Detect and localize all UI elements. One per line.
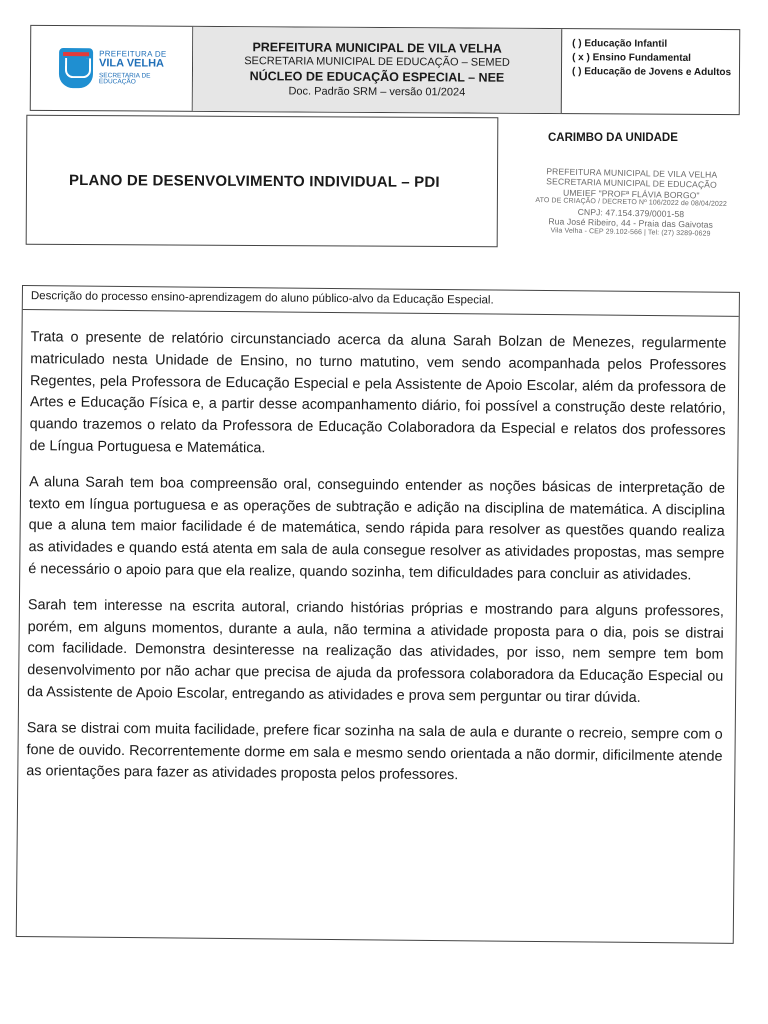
logo-line-4: EDUCAÇÃO <box>98 78 136 86</box>
header-institution <box>193 27 563 113</box>
stamp-line: Vila Velha - CEP 29.102-566 | Tel: (27) 3289-0629 <box>550 227 711 238</box>
education-level-options <box>562 29 740 114</box>
report-paragraph: Trata o presente de relatório circunstanciado acerca da aluna Sarah Bolzan de Menezes, regularmente matriculado nesta Unidade de Ensino, no turno matutino, vem sendo acompanhada pelos Professores Regentes, pela Professora de Educação Especial e pela Assistente de Apoio Escolar, além da professora de Artes e Educação Física e, a partir desse acompanhamento diário, foi possível a construção deste relatório, quando trazemos o relato da Professora de Educação Colaboradora da Especial e relatos dos professores de Língua Portuguesa e Matemática. <box>29 329 727 457</box>
document-version: Doc. Padrão SRM – versão 01/2024 <box>288 85 466 99</box>
document-header <box>30 25 741 115</box>
stamp-line: CNPJ: 47.154.379/0001-58 <box>577 206 685 220</box>
report-paragraph: A aluna Sarah tem boa compreensão oral, conseguindo entender as noções básicas de interpretação de texto em língua portuguesa e as operações de subtração e adição na disciplina de matemática. A disciplina que a aluna tem maior facilidade é de matemática, sendo rápida para resolver as questões quando realiza as atividades e quando está atenta em sala de aula consegue resolver as atividades propostas, mas sempre é necessário o apoio para que ela realize, quando sozinha, tem dificuldades para concluir as atividades. <box>28 473 726 584</box>
nucleus-name: NÚCLEO DE EDUCAÇÃO ESPECIAL – NEE <box>249 69 505 85</box>
section-header: Descrição do processo ensino-aprendizagem do aluno público-alvo da Educação Especial. <box>23 286 739 317</box>
logo-line-1: PREFEITURA DE <box>99 48 167 59</box>
option-educacao-infantil: ( ) Educação Infantil <box>572 38 668 50</box>
document-title: PLANO DE DESENVOLVIMENTO INDIVIDUAL – PDI <box>68 171 440 191</box>
document-title-box <box>26 115 499 247</box>
prefeitura-logo <box>31 26 194 111</box>
logo-line-3: SECRETARIA DE <box>98 71 151 80</box>
stamp-label: CARIMBO DA UNIDADE <box>548 132 678 144</box>
report-content <box>16 285 740 944</box>
option-ensino-fundamental: ( x ) Ensino Fundamental <box>572 52 692 65</box>
unit-stamp <box>519 166 743 253</box>
logo-text <box>99 50 167 87</box>
stamp-line: UMEIEF "PROFª FLÁVIA BORGO" <box>562 187 700 201</box>
crest-icon <box>59 48 93 88</box>
stamp-line: PREFEITURA MUNICIPAL DE VILA VELHA <box>546 166 718 180</box>
stamp-line: Rua José Ribeiro, 44 - Praia das Gaivotas <box>548 216 714 231</box>
report-paragraph: Sara se distrai com muita facilidade, prefere ficar sozinha na sala de aula e durante o recreio, sempre com o fone de ouvido. Recorrentemente dorme em sala e mesmo sendo orientada a não dormir, dificilmente atende as orientações para fazer as atividades proposta pelos professores. <box>26 719 723 784</box>
secretariat-name: SECRETARIA MUNICIPAL DE EDUCAÇÃO – SEMED <box>244 55 510 70</box>
stamp-line: SECRETARIA MUNICIPAL DE EDUCAÇÃO <box>546 176 717 191</box>
logo-line-2: VILA VELHA <box>98 57 165 70</box>
report-paragraph: Sarah tem interesse na escrita autoral, criando histórias próprias e mostrando para alguns professores, porém, em alguns momentos, durante a aula, não termina a atividade proposta para o dia, pois se distrai com facilidade. Demonstra desinteresse na realização das atividades, por isso, nem sempre tem bom desenvolvimento por não achar que precisa de ajuda da professora colaboradora da Educação Especial ou da Assistente de Apoio Escolar, entregando as atividades e prova sem perguntar ou tirar dúvida. <box>27 596 724 706</box>
option-educacao-jovens-adultos: ( ) Educação de Jovens e Adultos <box>571 66 732 79</box>
stamp-line: ATO DE CRIAÇÃO / DECRETO Nº 106/2022 de 08/04/2022 <box>535 197 727 209</box>
institution-name: PREFEITURA MUNICIPAL DE VILA VELHA <box>252 39 502 56</box>
